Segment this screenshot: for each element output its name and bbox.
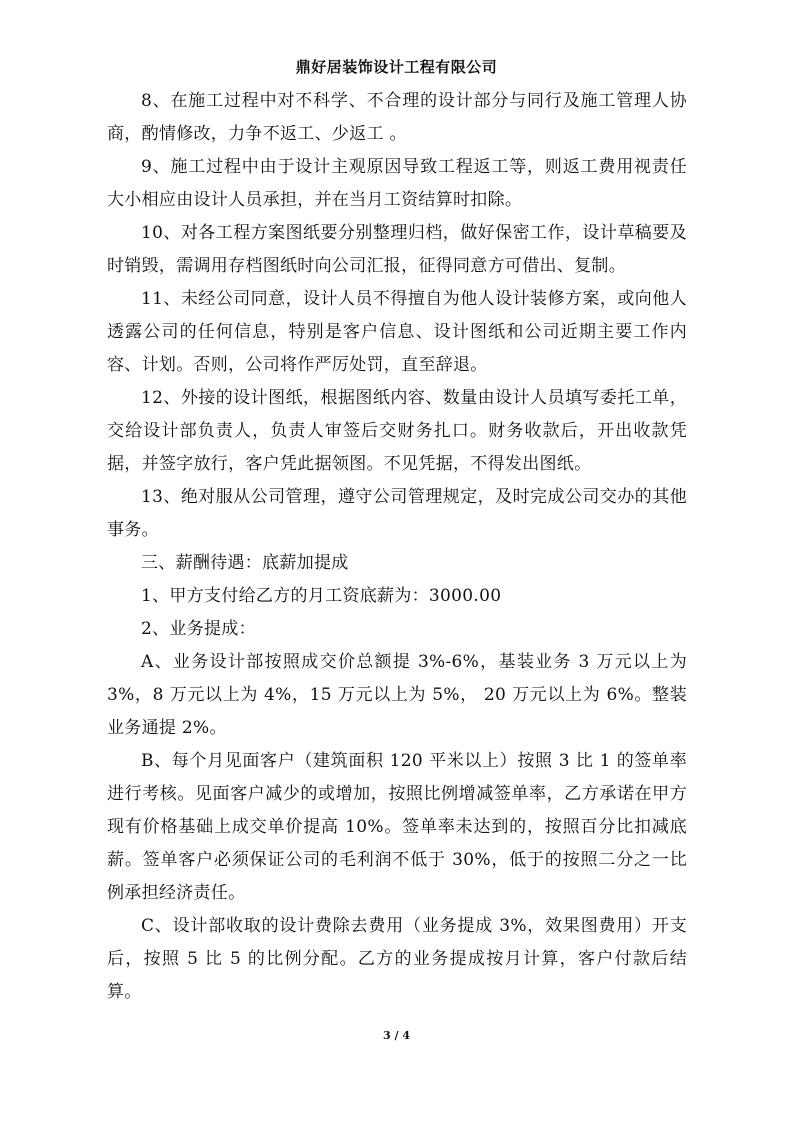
clause-10-paragraph: 10、对各工程方案图纸要分别整理归档，做好保密工作，设计草稿要及时销毁，需调用存档图纸时向公司汇报，征得同意方可借出、复制。 (107, 223, 687, 276)
clause-8-paragraph: 8、在施工过程中对不科学、不合理的设计部分与同行及施工管理人协商，酌情修改，力争不返工、少返工 。 (107, 91, 687, 144)
company-name: 鼎好居装饰设计工程有限公司 (295, 58, 498, 76)
clause-12-paragraph: 12、外接的设计图纸，根据图纸内容、数量由设计人员填写委托工单，交给设计部负责人，负责人审签后交财务扎口。财务收款后，开出收款凭据，并签字放行，客户凭此据领图。不见凭据，不得发出图纸。 (107, 388, 687, 474)
clause-11-paragraph: 11、未经公司同意，设计人员不得擅自为他人设计装修方案，或向他人透露公司的任何信息，特别是客户信息、设计图纸和公司近期主要工作内容、计划。否则，公司将作严厉处罚，直至辞退。 (107, 289, 687, 375)
commission-c-paragraph: C、设计部收取的设计费除去费用（业务提成 3%，效果图费用）开支后，按照 5 比 5 的比例分配。乙方的业务提成按月计算，客户付款后结算。 (107, 916, 687, 1002)
clause-13-paragraph: 13、绝对服从公司管理，遵守公司管理规定，及时完成公司交办的其他事务。 (107, 487, 687, 540)
salary-base-paragraph: 1、甲方支付给乙方的月工资底薪为：3000.00 (141, 586, 502, 606)
clause-9-paragraph: 9、施工过程中由于设计主观原因导致工程返工等，则返工费用视责任大小相应由设计人员承担，并在当月工资结算时扣除。 (107, 157, 687, 210)
commission-b-paragraph: B、每个月见面客户（建筑面积 120 平米以上）按照 3 比 1 的签单率进行考核。见面客户减少的或增加，按照比例增减签单率，乙方承诺在甲方现有价格基础上成交单价提高 10%。签单率未达到的，按照百分比扣减底薪。签单客户必须保证公司的毛利润不低于 30%，低于的按照二分之一比例承担经济责任。 (107, 751, 687, 903)
section-3-heading: 三、薪酬待遇：底薪加提成 (141, 553, 349, 573)
document-body (107, 85, 687, 1009)
commission-a-paragraph: A、业务设计部按照成交价总额提 3%-6%，基装业务 3 万元以上为 3%，8 万元以上为 4%，15 万元以上为 5%， 20 万元以上为 6%。整装业务通提 2%。 (107, 652, 687, 738)
page-number: 3 / 4 (383, 1029, 410, 1042)
commission-heading: 2、业务提成： (141, 619, 256, 639)
page-header (0, 56, 793, 78)
